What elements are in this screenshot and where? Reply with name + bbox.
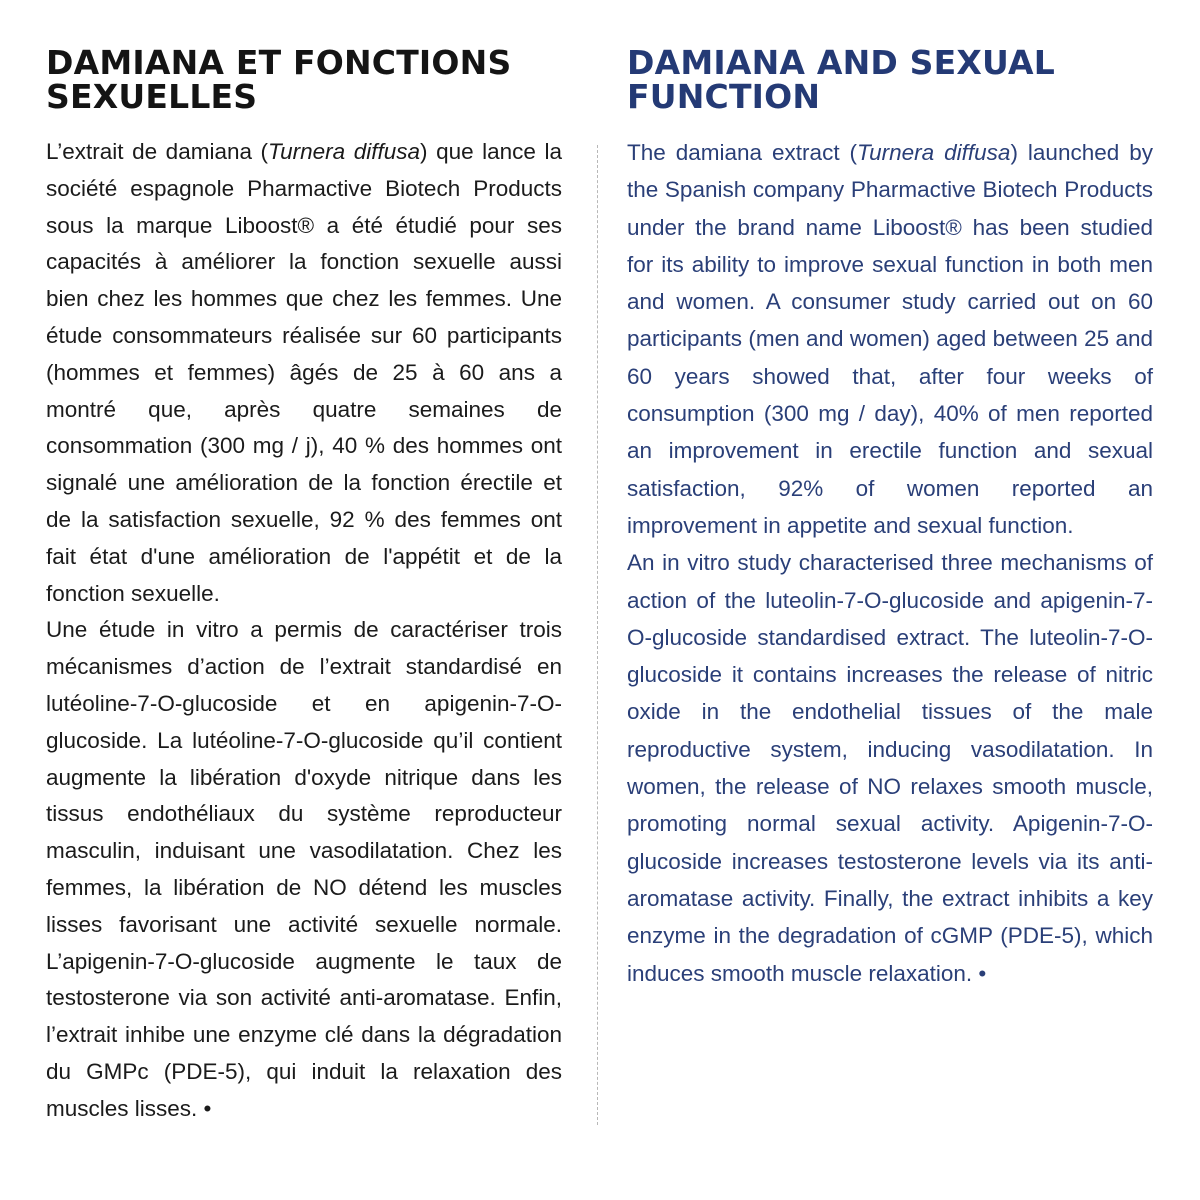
english-p1-body: ) launched by the Spanish company Pharmactive Biotech Products under the brand name Liboost® has been studied for its ability to improve sexual function in both men and women. A consumer study carried out on 60 participants (men and women) aged between 25 and 60 years showed that, after four weeks of consumption (300 mg / day), 40% of men reported an improvement in erectile function and sexual satisfaction, 92% of women reported an improvement in appetite and sexual function. bbox=[627, 140, 1153, 538]
french-species-name: Turnera diffusa bbox=[268, 139, 421, 164]
french-p1-body: ) que lance la société espagnole Pharmactive Biotech Products sous la marque Liboost® a été étudié pour ses capacités à améliorer la fonction sexuelle aussi bien chez les hommes que chez les femmes. Une étude consommateurs réalisée sur 60 participants (hommes et femmes) âgés de 25 à 60 ans a montré que, après quatre semaines de consommation (300 mg / j), 40 % des hommes ont signalé une amélioration de la fonction érectile et de la satisfaction sexuelle, 92 % des femmes ont fait état d'une amélioration de l'appétit et de la fonction sexuelle. bbox=[46, 139, 563, 606]
english-species-name: Turnera diffusa bbox=[857, 140, 1011, 165]
english-column bbox=[627, 43, 1153, 992]
french-title: DAMIANA ET FONCTIONS SEXUELLES bbox=[46, 43, 512, 116]
french-column bbox=[46, 43, 563, 1128]
english-paragraph-1 bbox=[627, 134, 1153, 544]
french-paragraph-1 bbox=[46, 134, 562, 612]
column-divider bbox=[597, 145, 598, 1125]
english-paragraph-2: An in vitro study characterised three mechanisms of action of the luteolin-7-O-glucoside and apigenin-7-O-glucoside standardised extract. The luteolin-7-O-glucoside it contains increases the release of nitric oxide in the endothelial tissues of the male reproductive system, inducing vasodilatation. In women, the release of NO relaxes smooth muscle, promoting normal sexual activity. Apigenin-7-O-glucoside increases testosterone levels via its anti-aromatase activity. Finally, the extract inhibits a key enzyme in the degradation of cGMP (PDE-5), which induces smooth muscle relaxation. • bbox=[627, 550, 1153, 986]
french-p1-intro: L’extrait de damiana ( bbox=[46, 139, 269, 164]
french-paragraph-2: Une étude in vitro a permis de caractériser trois mécanismes d’action de l’extrait standardisé en lutéoline-7-O-glucoside et en apigenin-7-O-glucoside. La lutéoline-7-O-glucoside qu’il contient augmente la libération d'oxyde nitrique dans les tissus endothéliaux du système reproducteur masculin, induisant une vasodilatation. Chez les femmes, la libération de NO détend les muscles lisses favorisant une activité sexuelle normale. L’apigenin-7-O-glucoside augmente le taux de testosterone via son activité anti-aromatase. Enfin, l’extrait inhibe une enzyme clé dans la dégradation du GMPc (PDE-5), qui induit la relaxation des muscles lisses. • bbox=[46, 617, 562, 1121]
english-title: DAMIANA AND SEXUAL FUNCTION bbox=[627, 43, 1055, 116]
english-p1-intro: The damiana extract ( bbox=[627, 140, 858, 165]
